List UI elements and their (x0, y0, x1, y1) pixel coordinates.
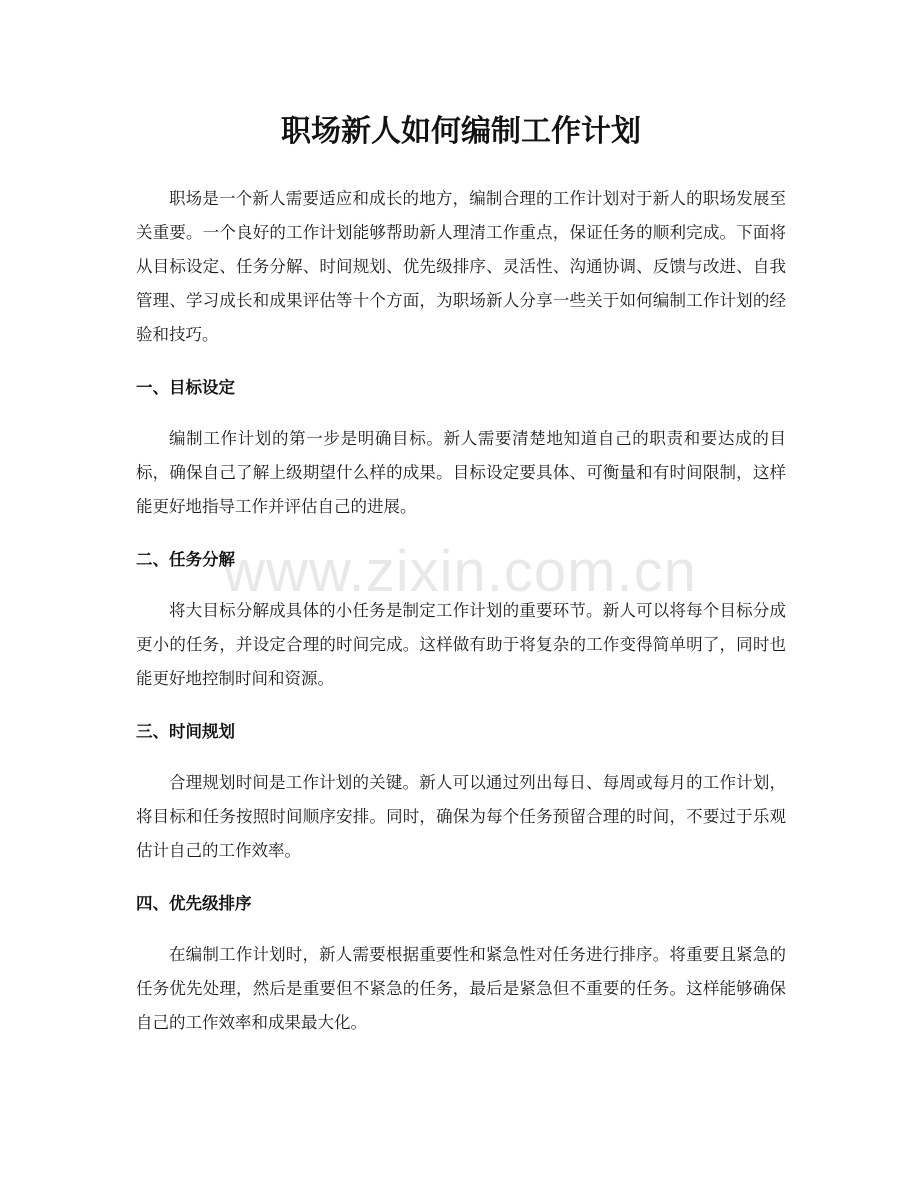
document-content (136, 0, 786, 1040)
section-body: 编制工作计划的第一步是明确目标。新人需要清楚地知道自己的职责和要达成的目标，确保自己了解上级期望什么样的成果。目标设定要具体、可衡量和有时间限制，这样能更好地指导工作并评估自己的进展。 (136, 429, 786, 516)
intro-paragraph: 职场是一个新人需要适应和成长的地方，编制合理的工作计划对于新人的职场发展至关重要。一个良好的工作计划能够帮助新人理清工作重点，保证任务的顺利完成。下面将从目标设定、任务分解、时间规划、优先级排序、灵活性、沟通协调、反馈与改进、自我管理、学习成长和成果评估等十个方面，为职场新人分享一些关于如何编制工作计划的经验和技巧。 (136, 189, 786, 344)
section-heading: 四、优先级排序 (136, 894, 252, 913)
section-task-breakdown (136, 543, 786, 696)
section-time-planning (136, 715, 786, 868)
section-heading: 一、目标设定 (136, 378, 235, 397)
watermark: www.zixin.com.cn (223, 539, 697, 604)
section-priority-ranking (136, 887, 786, 1040)
section-body: 将大目标分解成具体的小任务是制定工作计划的重要环节。新人可以将每个目标分成更小的任务，并设定合理的时间完成。这样做有助于将复杂的工作变得简单明了，同时也能更好地控制时间和资源。 (136, 601, 786, 688)
section-goal-setting (136, 371, 786, 524)
document-title: 职场新人如何编制工作计划 (281, 114, 641, 149)
section-body: 在编制工作计划时，新人需要根据重要性和紧急性对任务进行排序。将重要且紧急的任务优先处理，然后是重要但不紧急的任务，最后是紧急但不重要的任务。这样能够确保自己的工作效率和成果最大化。 (136, 945, 786, 1032)
section-heading: 三、时间规划 (136, 722, 235, 741)
section-body: 合理规划时间是工作计划的关键。新人可以通过列出每日、每周或每月的工作计划，将目标和任务按照时间顺序安排。同时，确保为每个任务预留合理的时间，不要过于乐观估计自己的工作效率。 (136, 773, 786, 860)
section-heading: 二、任务分解 (136, 550, 235, 569)
